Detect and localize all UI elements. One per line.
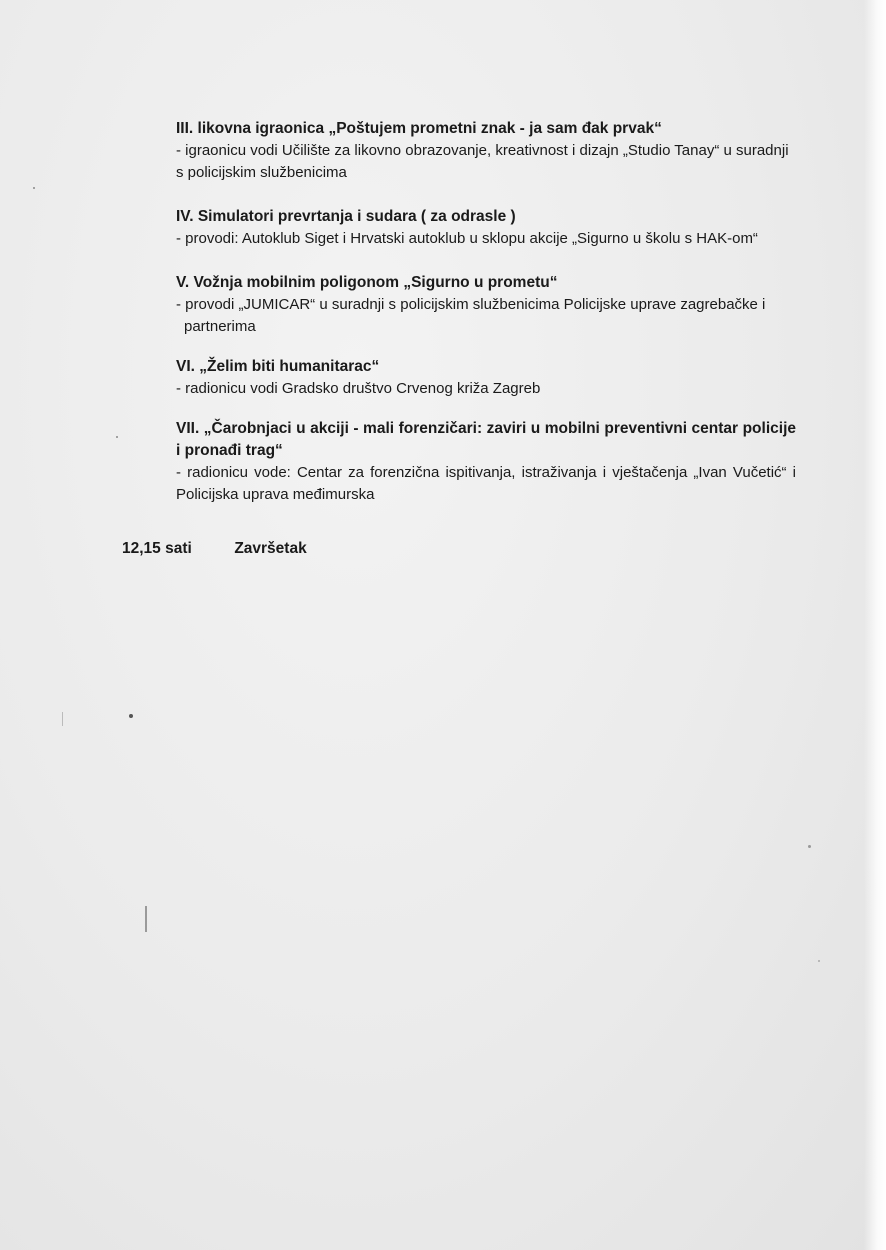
scan-mark [145, 906, 147, 932]
closing-label: Završetak [234, 540, 307, 557]
section-heading: IV. Simulatori prevrtanja i sudara ( za odrasle ) [176, 208, 516, 225]
section-description: - provodi: Autoklub Siget i Hrvatski autoklub u sklopu akcije „Sigurno u školu s HAK-om“ [176, 230, 758, 247]
description-line: partnerima [184, 318, 256, 335]
scan-speck [818, 960, 820, 962]
section-description [176, 294, 796, 338]
closing-row [122, 538, 307, 560]
section-description: - radionicu vode: Centar za forenzična ispitivanja, istraživanja i vještačenja „Ivan Vučetić“ i Policijska uprava međimurska [176, 464, 796, 503]
scan-speck [129, 714, 133, 718]
section-heading: V. Vožnja mobilnim poligonom „Sigurno u prometu“ [176, 274, 558, 291]
scan-speck [33, 187, 35, 189]
document-body [176, 118, 796, 528]
section-iv [176, 206, 796, 250]
closing-time: 12,15 sati [122, 540, 192, 557]
section-iii [176, 118, 796, 184]
section-vi [176, 356, 796, 400]
section-heading: VI. „Želim biti humanitarac“ [176, 358, 380, 375]
section-heading: VII. „Čarobnjaci u akciji - mali forenzičari: zaviri u mobilni preventivni centar policije i pronađi trag“ [176, 420, 796, 459]
section-vii [176, 418, 796, 506]
section-heading: III. likovna igraonica „Poštujem prometni znak - ja sam đak prvak“ [176, 120, 662, 137]
description-line: - provodi „JUMICAR“ u suradnji s policijskim službenicima Policijske uprave zagrebačke i [176, 296, 766, 313]
section-description: - radionicu vodi Gradsko društvo Crvenog križa Zagreb [176, 380, 541, 397]
scan-speck [116, 436, 118, 438]
section-v [176, 272, 796, 338]
section-description: - igraonicu vodi Učilište za likovno obrazovanje, kreativnost i dizajn „Studio Tanay“ u suradnji s policijskim službenicima [176, 142, 789, 181]
page-edge-highlight [864, 0, 886, 1250]
scan-mark [62, 712, 63, 726]
scan-speck [808, 845, 811, 848]
